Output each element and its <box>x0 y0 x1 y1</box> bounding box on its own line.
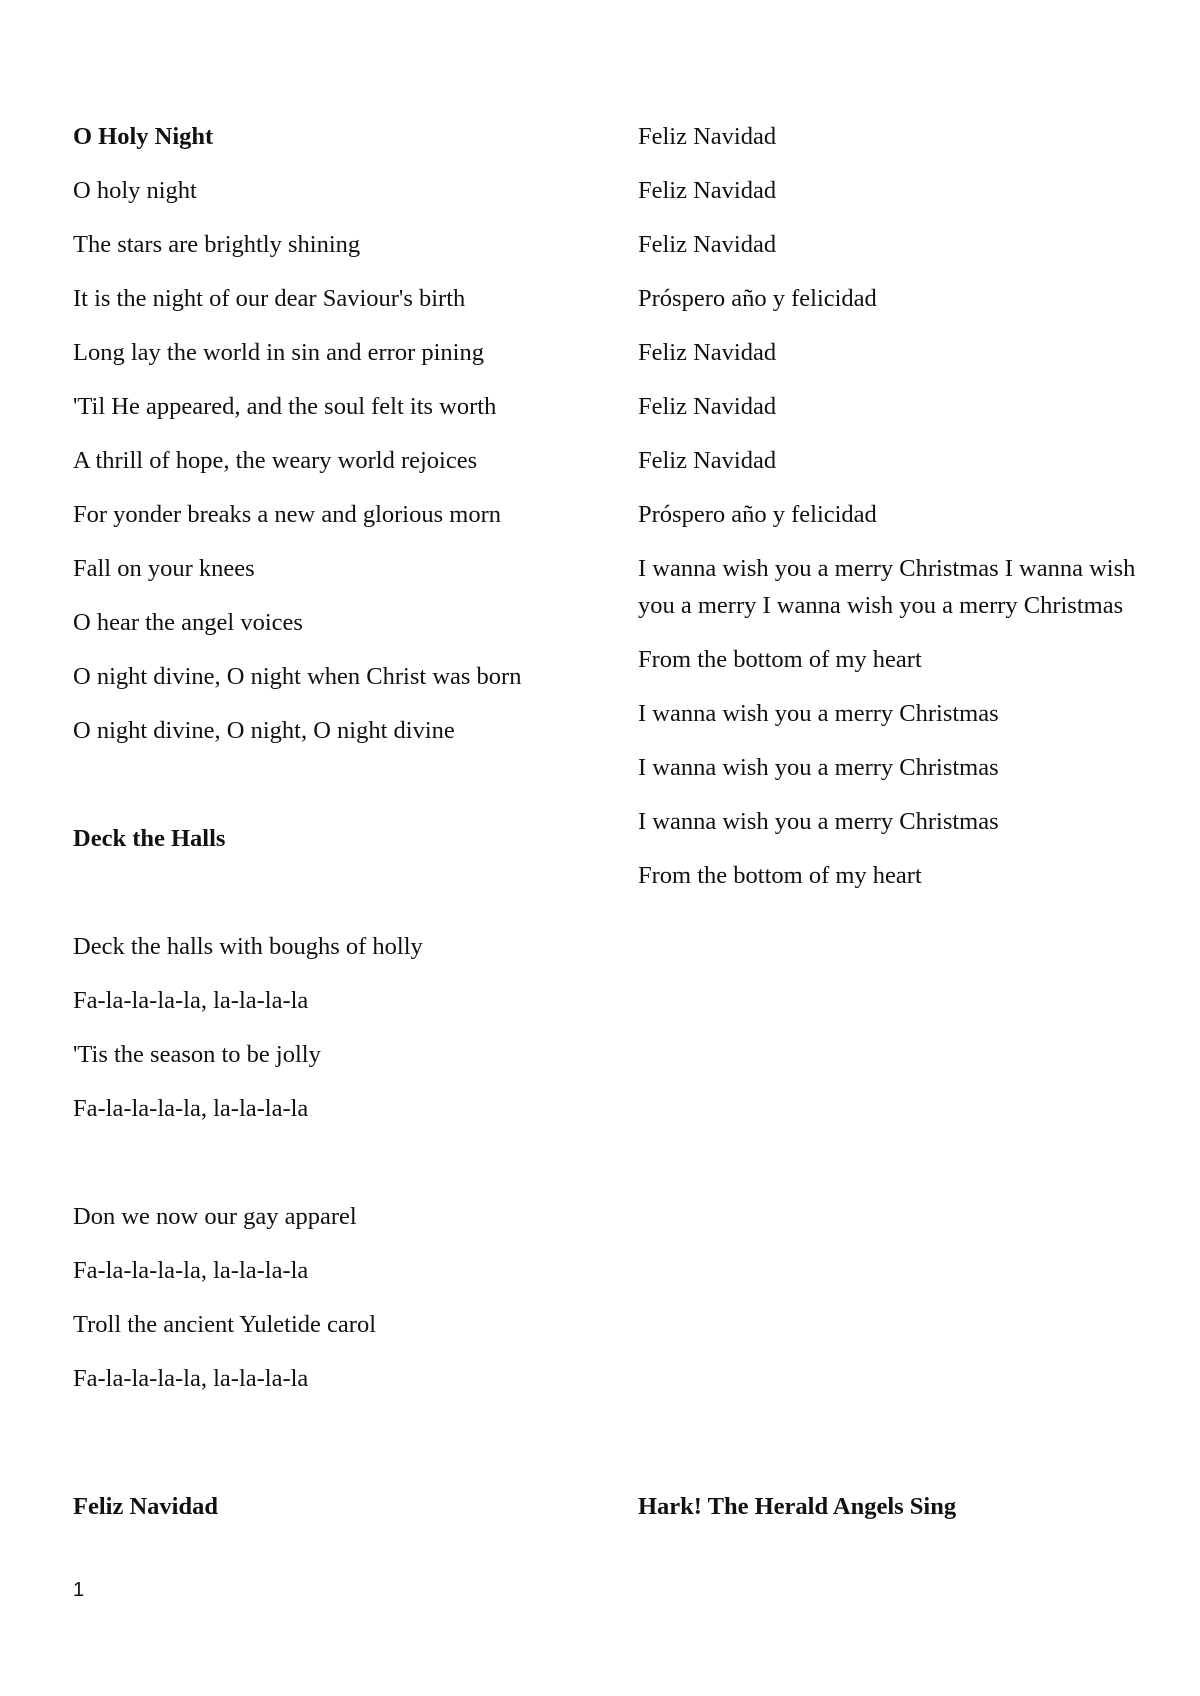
lyric-line: From the bottom of my heart <box>638 646 922 673</box>
spacer <box>73 766 593 820</box>
lyric-line: Fall on your knees <box>73 555 255 582</box>
lyric-line: O night divine, O night when Christ was born <box>73 663 522 690</box>
left-column <box>73 118 593 1414</box>
lyric-line: Feliz Navidad <box>638 447 777 474</box>
lyric-line: Fa-la-la-la-la, la-la-la-la <box>73 1365 309 1392</box>
right-column <box>638 118 1138 911</box>
song-title-o-holy-night: O Holy Night <box>73 123 214 150</box>
lyric-line: Feliz Navidad <box>638 339 777 366</box>
lyric-line: Próspero año y felicidad <box>638 501 877 528</box>
lyric-line: Don we now our gay apparel <box>73 1203 357 1230</box>
lyric-line: Fa-la-la-la-la, la-la-la-la <box>73 987 309 1014</box>
lyric-line: Fa-la-la-la-la, la-la-la-la <box>73 1257 309 1284</box>
lyric-line: A thrill of hope, the weary world rejoices <box>73 447 478 474</box>
song-title-deck-the-halls: Deck the Halls <box>73 825 226 852</box>
lyric-line: 'Til He appeared, and the soul felt its worth <box>73 393 497 420</box>
lyric-line: Fa-la-la-la-la, la-la-la-la <box>73 1095 309 1122</box>
lyric-line: Feliz Navidad <box>638 123 777 150</box>
lyric-line: Feliz Navidad <box>638 231 777 258</box>
spacer <box>73 1144 593 1198</box>
lyric-line: I wanna wish you a merry Christmas <box>638 700 999 727</box>
lyric-line: Troll the ancient Yuletide carol <box>73 1311 376 1338</box>
lyric-line: The stars are brightly shining <box>73 231 361 258</box>
lyric-line: For yonder breaks a new and glorious morn <box>73 501 501 528</box>
lyric-line: O night divine, O night, O night divine <box>73 717 455 744</box>
page-number: 1 <box>73 1579 85 1601</box>
lyric-line: I wanna wish you a merry Christmas <box>638 808 999 835</box>
lyric-line: 'Tis the season to be jolly <box>73 1041 321 1068</box>
lyric-line: Long lay the world in sin and error pining <box>73 339 484 366</box>
lyric-line: O holy night <box>73 177 197 204</box>
spacer <box>73 874 593 928</box>
lyric-line: O hear the angel voices <box>73 609 303 636</box>
lyric-line: From the bottom of my heart <box>638 862 922 889</box>
lyric-line: Feliz Navidad <box>638 393 777 420</box>
lyric-line: It is the night of our dear Saviour's birth <box>73 285 466 312</box>
song-title-hark-the-herald: Hark! The Herald Angels Sing <box>638 1493 957 1520</box>
lyric-line: Deck the halls with boughs of holly <box>73 933 423 960</box>
lyric-line: I wanna wish you a merry Christmas I wanna wish you a merry I wanna wish you a merry Christmas <box>638 555 1136 619</box>
song-title-feliz-navidad: Feliz Navidad <box>73 1493 218 1520</box>
lyric-line: Feliz Navidad <box>638 177 777 204</box>
lyric-line: Próspero año y felicidad <box>638 285 877 312</box>
lyric-line: I wanna wish you a merry Christmas <box>638 754 999 781</box>
